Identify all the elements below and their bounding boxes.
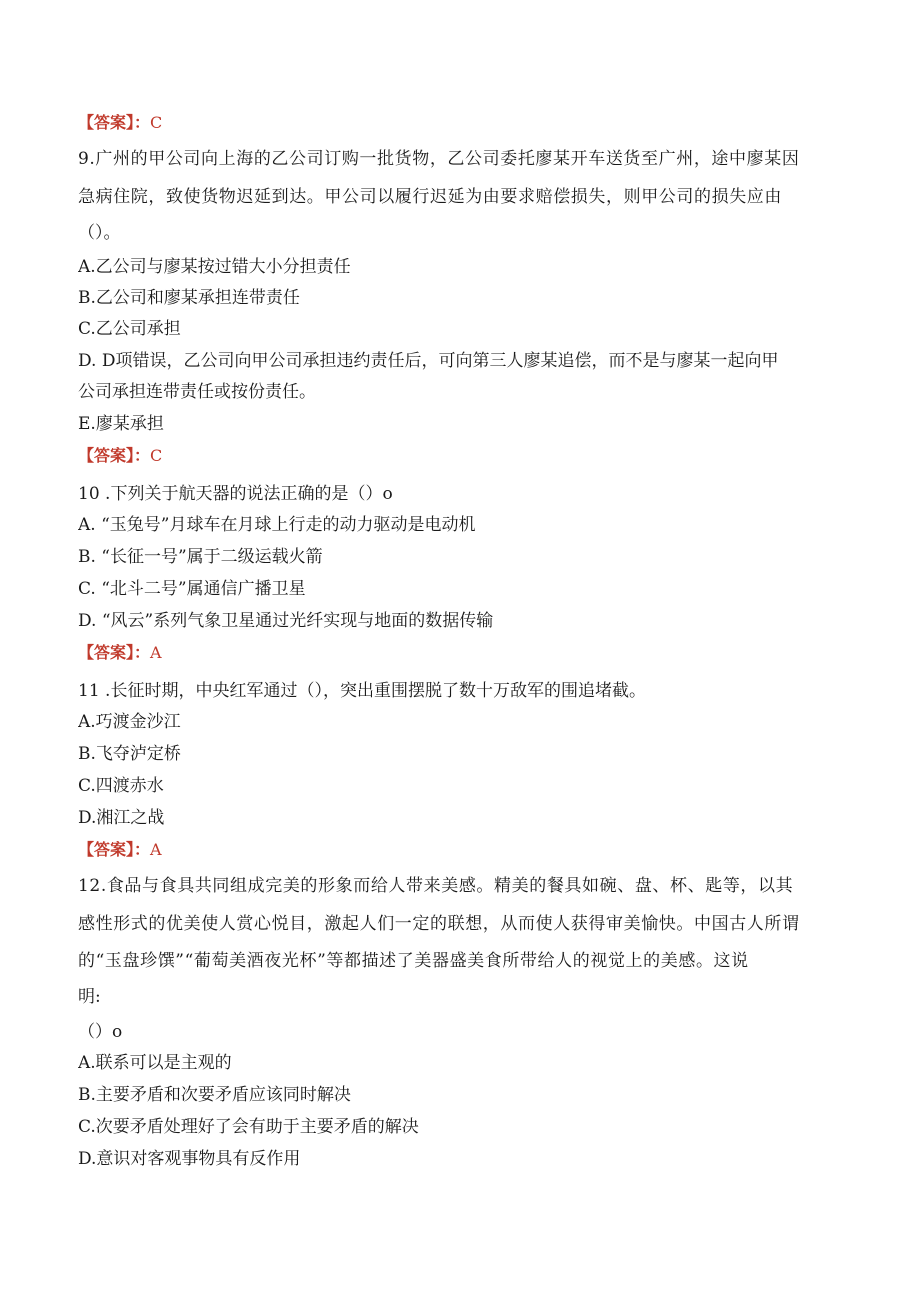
answer-value: C [150,113,163,132]
answer-line [78,445,848,467]
question-10-option-a: A. “玉兔号”月球车在月球上行走的动力驱动是电动机 [78,515,476,535]
question-9-stem-cont: 急病住院，致使货物迟延到达。甲公司以履行迟延为由要求赔偿损失，则甲公司的损失应由 [78,187,782,207]
question-10-option-b: B. “长征一号”属于二级运载火箭 [78,547,323,567]
question-10-option-c: C. “北斗二号”属通信广播卫星 [78,579,306,599]
question-12-stem-cont-1: 感性形式的优美使人赏心悦目，激起人们一定的联想，从而使人获得审美愉快。中国古人所谓 [78,914,800,934]
question-12-option-c: C.次要矛盾处理好了会有助于主要矛盾的解决 [78,1117,419,1137]
question-9-option-c: C.乙公司承担 [78,319,181,339]
question-11-option-c: C.四渡赤水 [78,776,164,796]
question-11-option-b: B.飞夺泸定桥 [78,744,181,764]
answer-label: 【答案】： [78,643,151,662]
question-10-stem: 10 .下列关于航天器的说法正确的是（）o [78,484,393,504]
answer-value: A [150,840,162,859]
question-9-stem: 9.广州的甲公司向上海的乙公司订购一批货物，乙公司委托廖某开车送货至广州，途中廖某因 [78,149,800,169]
question-12-stem-cont-3: 明: [78,987,101,1007]
question-10-option-d: D. “风云”系列气象卫星通过光纤实现与地面的数据传输 [78,611,494,631]
question-12-option-d: D.意识对客观事物具有反作用 [78,1149,301,1169]
question-12-option-b: B.主要矛盾和次要矛盾应该同时解决 [78,1085,351,1105]
answer-line [78,839,848,861]
answer-line [78,112,848,134]
question-12-stem-cont-2: 的“玉盘珍馔”“葡萄美酒夜光杯”等都描述了美器盛美食所带给人的视觉上的美感。这说 [78,951,749,971]
question-9-option-e: E.廖某承担 [78,414,164,434]
question-9-option-b: B.乙公司和廖某承担连带责任 [78,288,300,308]
answer-line [78,642,848,664]
answer-label: 【答案】： [78,113,151,132]
question-12-stem: 12.食品与食具共同组成完美的形象而给人带来美感。精美的餐具如碗、盘、杯、匙等，以其 [78,876,794,896]
answer-label: 【答案】： [78,446,151,465]
question-11-stem: 11 .长征时期，中央红军通过（），突出重围摆脱了数十万敌军的围追堵截。 [78,681,646,701]
question-9-blank: （）。 [78,223,121,243]
question-12-option-a: A.联系可以是主观的 [78,1053,232,1073]
question-9-option-d-cont: 公司承担连带责任或按份责任。 [78,382,316,402]
question-12-blank: （）o [78,1022,123,1042]
answer-value: A [150,643,162,662]
answer-value: C [150,446,163,465]
answer-label: 【答案】： [78,840,151,859]
question-11-option-d: D.湘江之战 [78,808,165,828]
question-9-option-a: A.乙公司与廖某按过错大小分担责任 [78,257,351,277]
question-9-option-d: D. D项错误，乙公司向甲公司承担违约责任后，可向第三人廖某追偿，而不是与廖某一起向甲 [78,351,779,371]
question-11-option-a: A.巧渡金沙江 [78,712,181,732]
